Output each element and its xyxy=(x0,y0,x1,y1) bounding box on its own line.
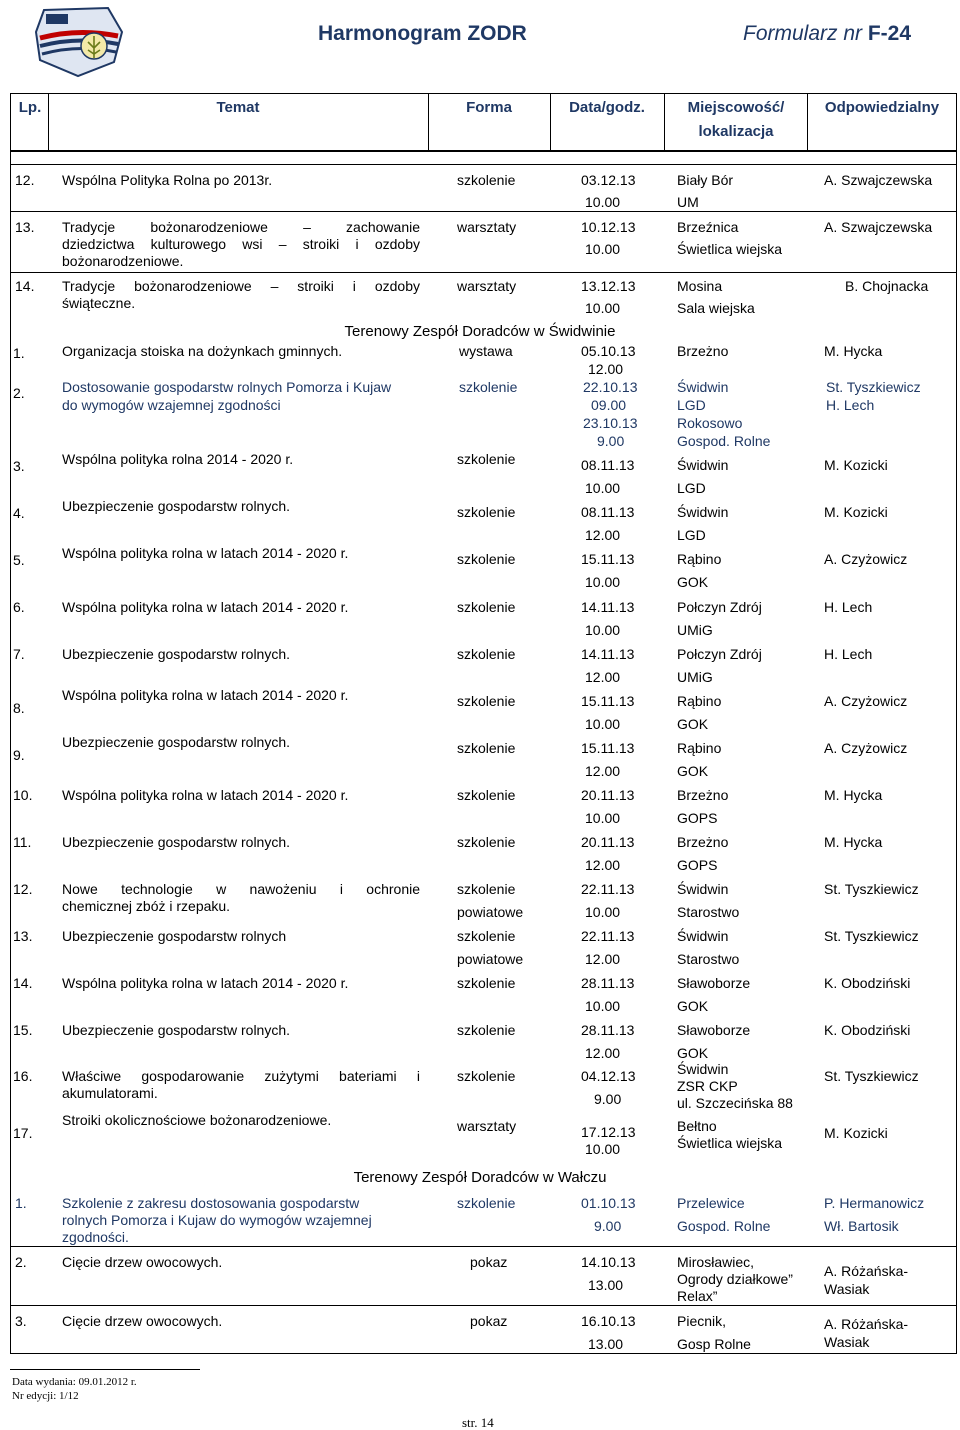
row-form: szkolenie xyxy=(457,504,516,520)
row-form: szkolenie xyxy=(457,928,516,944)
row-date: 10.12.13 xyxy=(581,219,636,235)
row-topic: akumulatorami. xyxy=(62,1085,158,1101)
col-miejscowosc: Miejscowość/ xyxy=(687,99,785,116)
row-topic: Cięcie drzew owocowych. xyxy=(62,1254,223,1270)
row-time: 10.00 xyxy=(585,810,621,826)
row-lp: 5. xyxy=(13,552,25,568)
row-time: 12.00 xyxy=(585,527,621,543)
row-responsible: P. Hermanowicz xyxy=(824,1195,925,1211)
row-responsible: M. Hycka xyxy=(824,834,883,850)
row-location: GOK xyxy=(677,1045,709,1061)
row-place: Brzeżno xyxy=(677,787,729,803)
row-location: GOK xyxy=(677,574,709,590)
row-topic: bożonarodzeniowe. xyxy=(62,253,184,269)
row-place: Świdwin xyxy=(677,457,729,473)
row-responsible: St. Tyszkiewicz xyxy=(826,379,921,395)
row-topic: Organizacja stoiska na dożynkach gminnych. xyxy=(62,343,343,359)
row-responsible: Wł. Bartosik xyxy=(824,1218,899,1234)
row-lp: 2. xyxy=(13,385,25,401)
row-lp: 1. xyxy=(13,345,25,361)
row-place: Połczyn Zdrój xyxy=(677,646,762,662)
row-topic: Dostosowanie gospodarstw rolnych Pomorza i Kujaw xyxy=(62,379,392,395)
row-place: Mosina xyxy=(677,278,723,294)
row-responsible: H. Lech xyxy=(824,599,873,615)
row-responsible: St. Tyszkiewicz xyxy=(824,928,919,944)
row-time: 9.00 xyxy=(594,1091,622,1107)
row-time: 10.00 xyxy=(585,998,621,1014)
row-place: Rokosowo xyxy=(677,415,743,431)
row-lp: 12. xyxy=(15,172,35,188)
row-date: 20.11.13 xyxy=(581,787,635,803)
row-lp: 3. xyxy=(15,1313,27,1329)
row-location: GOPS xyxy=(677,857,718,873)
col-lokalizacja: lokalizacja xyxy=(698,123,774,140)
row-date: 15.11.13 xyxy=(581,693,635,709)
form-code: F-24 xyxy=(867,22,912,45)
row-topic: Ubezpieczenie gospodarstw rolnych. xyxy=(62,498,291,514)
row-date: 28.11.13 xyxy=(581,975,635,991)
row-location: LGD xyxy=(677,527,706,543)
row-location: LGD xyxy=(677,480,706,496)
row-time: 10.00 xyxy=(585,480,621,496)
row-responsible: A. Szwajczewska xyxy=(824,219,933,235)
row-date: 22.11.13 xyxy=(581,881,635,897)
row-location: Ogrody działkowe” xyxy=(677,1271,793,1287)
row-responsible: St. Tyszkiewicz xyxy=(824,1068,919,1084)
row-lp: 17. xyxy=(13,1125,33,1141)
footer-rule xyxy=(10,1369,200,1370)
row-time: 13.00 xyxy=(588,1336,624,1352)
row-form: pokaz xyxy=(470,1313,508,1329)
header-divider xyxy=(10,164,957,165)
row-time: 10.00 xyxy=(585,1141,621,1157)
row-time: 10.00 xyxy=(585,194,621,210)
col-lp: Lp. xyxy=(18,99,42,116)
row-lp: 15. xyxy=(13,1022,33,1038)
row-topic: Właściwe gospodarowanie zużytymi bateriami i xyxy=(62,1068,420,1084)
row-responsible: M. Hycka xyxy=(824,343,883,359)
row-form: pokaz xyxy=(470,1254,508,1270)
row-lp: 7. xyxy=(13,646,25,662)
row-date: 15.11.13 xyxy=(581,551,635,567)
row-lp: 8. xyxy=(13,700,25,716)
row-topic: Wspólna Polityka Rolna po 2013r. xyxy=(62,172,273,188)
row-location: ZSR CKP xyxy=(677,1078,738,1094)
row-responsible: K. Obodziński xyxy=(824,1022,911,1038)
row-responsible: St. Tyszkiewicz xyxy=(824,881,919,897)
row-place: Świdwin xyxy=(677,504,729,520)
row-topic: Tradycje bożonarodzeniowe – zachowanie xyxy=(62,219,420,235)
row-form: szkolenie xyxy=(457,551,516,567)
row-location: Świetlica wiejska xyxy=(677,1135,783,1151)
row-date: 16.10.13 xyxy=(581,1313,636,1329)
row-date: 14.10.13 xyxy=(581,1254,636,1270)
row-responsible: A. Szwajczewska xyxy=(824,172,933,188)
row-form: szkolenie xyxy=(457,787,516,803)
row-place: Świdwin xyxy=(677,928,729,944)
row-lp: 10. xyxy=(13,787,33,803)
row-place: Bełtno xyxy=(677,1118,717,1134)
row-date: 23.10.13 xyxy=(583,415,638,431)
row-time: 12.00 xyxy=(585,669,621,685)
row-time: 9.00 xyxy=(594,1218,622,1234)
row-responsible: M. Hycka xyxy=(824,787,883,803)
row-time: 12.00 xyxy=(588,361,624,377)
row-topic: chemicznej zbóż i rzepaku. xyxy=(62,898,231,914)
row-time: 12.00 xyxy=(585,1045,621,1061)
row-form: szkolenie xyxy=(457,740,516,756)
row-form: szkolenie xyxy=(457,834,516,850)
col-forma: Forma xyxy=(466,99,512,116)
row-responsible: Wasiak xyxy=(824,1281,870,1297)
odr-logo xyxy=(30,2,130,80)
page-number: str. 14 xyxy=(462,1415,494,1430)
row-lp: 13. xyxy=(15,219,35,235)
row-location: UMiG xyxy=(677,669,713,685)
row-lp: 14. xyxy=(13,975,33,991)
row-place: Sławoborze xyxy=(677,1022,751,1038)
row-place: Rąbino xyxy=(677,551,722,567)
row-date: 03.12.13 xyxy=(581,172,636,188)
row-topic: Ubezpieczenie gospodarstw rolnych. xyxy=(62,646,291,662)
row-date: 14.11.13 xyxy=(581,646,635,662)
row-date: 28.11.13 xyxy=(581,1022,635,1038)
row-place: Sławoborze xyxy=(677,975,751,991)
row-date: 15.11.13 xyxy=(581,740,635,756)
row-location: Starostwo xyxy=(677,904,740,920)
row-time: 10.00 xyxy=(585,622,621,638)
row-responsible: A. Czyżowicz xyxy=(824,693,908,709)
row-time: 10.00 xyxy=(585,574,621,590)
edition-number: Nr edycji: 1/12 xyxy=(12,1390,79,1402)
row-date: 05.10.13 xyxy=(581,343,636,359)
row-lp: 16. xyxy=(13,1068,33,1084)
column-divider xyxy=(807,93,808,152)
row-responsible: Wasiak xyxy=(824,1334,870,1350)
row-lp: 2. xyxy=(15,1254,27,1270)
row-topic: Wspólna polityka rolna w latach 2014 - 2020 r. xyxy=(62,687,349,703)
row-place: Rąbino xyxy=(677,693,722,709)
row-topic: Ubezpieczenie gospodarstw rolnych. xyxy=(62,834,291,850)
row-form: powiatowe xyxy=(457,904,524,920)
row-responsible: B. Chojnacka xyxy=(845,278,929,294)
row-topic: Wspólna polityka rolna 2014 - 2020 r. xyxy=(62,451,294,467)
row-responsible: M. Kozicki xyxy=(824,504,888,520)
row-topic: Stroiki okolicznościowe bożonarodzeniowe. xyxy=(62,1112,332,1128)
row-location: LGD xyxy=(677,397,706,413)
row-place: Przelewice xyxy=(677,1195,745,1211)
row-topic: Szkolenie z zakresu dostosowania gospodarstw xyxy=(62,1195,360,1211)
row-lp: 6. xyxy=(13,599,25,615)
row-lp: 9. xyxy=(13,747,25,763)
row-form: szkolenie xyxy=(457,881,516,897)
row-date: 08.11.13 xyxy=(581,457,635,473)
row-responsible: A. Różańska- xyxy=(824,1263,909,1279)
row-divider xyxy=(10,211,957,212)
row-time: 12.00 xyxy=(585,763,621,779)
row-responsible: H. Lech xyxy=(824,646,873,662)
row-location: Gosp Rolne xyxy=(677,1336,751,1352)
row-date: 20.11.13 xyxy=(581,834,635,850)
row-form: wystawa xyxy=(459,343,513,359)
row-responsible: A. Różańska- xyxy=(824,1316,909,1332)
row-lp: 14. xyxy=(15,278,35,294)
row-form: szkolenie xyxy=(457,646,516,662)
column-divider xyxy=(48,93,49,152)
row-topic: Ubezpieczenie gospodarstw rolnych. xyxy=(62,1022,291,1038)
row-form: szkolenie xyxy=(457,1195,516,1211)
row-place: Piecnik, xyxy=(677,1313,727,1329)
row-responsible: K. Obodziński xyxy=(824,975,911,991)
row-responsible: M. Kozicki xyxy=(824,1125,888,1141)
row-time: 10.00 xyxy=(585,241,621,257)
column-divider xyxy=(428,93,429,152)
row-location: UMiG xyxy=(677,622,713,638)
section-heading-walcz: Terenowy Zespół Doradców w Wałczu xyxy=(353,1169,607,1186)
row-topic: zgodności. xyxy=(62,1229,129,1245)
row-date: 01.10.13 xyxy=(581,1195,636,1211)
row-topic: Ubezpieczenie gospodarstw rolnych. xyxy=(62,734,291,750)
row-date: 13.12.13 xyxy=(581,278,636,294)
row-form: szkolenie xyxy=(457,1022,516,1038)
row-responsible: M. Kozicki xyxy=(824,457,888,473)
row-time: 10.00 xyxy=(585,716,621,732)
row-form: szkolenie xyxy=(459,379,518,395)
row-place: Brzeżno xyxy=(677,834,729,850)
row-time: 9.00 xyxy=(597,433,625,449)
row-place: Brzeżno xyxy=(677,343,729,359)
row-date: 08.11.13 xyxy=(581,504,635,520)
row-topic: Wspólna polityka rolna w latach 2014 - 2020 r. xyxy=(62,975,349,991)
document-title: Harmonogram ZODR xyxy=(318,22,527,45)
row-location: GOK xyxy=(677,998,709,1014)
row-date: 04.12.13 xyxy=(581,1068,636,1084)
row-location: Gospod. Rolne xyxy=(677,433,771,449)
col-data: Data/godz. xyxy=(569,99,645,116)
row-form: szkolenie xyxy=(457,693,516,709)
row-time: 09.00 xyxy=(591,397,627,413)
row-form: powiatowe xyxy=(457,951,524,967)
row-time: 12.00 xyxy=(585,951,621,967)
row-place: Połczyn Zdrój xyxy=(677,599,762,615)
header-divider xyxy=(10,150,957,152)
row-place: Rąbino xyxy=(677,740,722,756)
row-topic: Tradycje bożonarodzeniowe – stroiki i ozdoby xyxy=(62,278,420,294)
row-lp: 11. xyxy=(13,834,32,850)
row-form: szkolenie xyxy=(457,599,516,615)
row-lp: 3. xyxy=(13,458,25,474)
row-date: 17.12.13 xyxy=(581,1124,636,1140)
row-place: Biały Bór xyxy=(677,172,734,188)
row-location: Sala wiejska xyxy=(677,300,755,316)
row-topic: Wspólna polityka rolna w latach 2014 - 2020 r. xyxy=(62,599,349,615)
row-topic: dziedzictwa kulturowego wsi – stroiki i ozdoby xyxy=(62,236,420,252)
row-form: warsztaty xyxy=(457,219,517,235)
row-place: Świdwin xyxy=(677,379,729,395)
row-responsible: A. Czyżowicz xyxy=(824,551,908,567)
row-time: 10.00 xyxy=(585,300,621,316)
row-divider xyxy=(10,272,957,273)
row-place: Świdwin xyxy=(677,881,729,897)
form-number xyxy=(743,22,911,46)
row-location: Starostwo xyxy=(677,951,740,967)
row-lp: 13. xyxy=(13,928,33,944)
row-lp: 12. xyxy=(13,881,33,897)
row-location: Świetlica wiejska xyxy=(677,241,783,257)
row-location: UM xyxy=(677,194,699,210)
form-prefix: Formularz nr xyxy=(743,22,868,45)
row-date: 14.11.13 xyxy=(581,599,635,615)
row-form: warsztaty xyxy=(457,1118,517,1134)
row-location: GOK xyxy=(677,716,709,732)
row-form: szkolenie xyxy=(457,1068,516,1084)
row-topic: Wspólna polityka rolna w latach 2014 - 2020 r. xyxy=(62,787,349,803)
column-divider xyxy=(550,93,551,152)
row-divider xyxy=(10,1246,957,1247)
row-form: warsztaty xyxy=(457,278,517,294)
row-topic: Cięcie drzew owocowych. xyxy=(62,1313,223,1329)
row-location: Gospod. Rolne xyxy=(677,1218,771,1234)
row-topic: do wymogów wzajemnej zgodności xyxy=(62,397,281,413)
row-location: Relax” xyxy=(677,1288,718,1304)
col-temat: Temat xyxy=(216,99,260,116)
row-topic: Wspólna polityka rolna w latach 2014 - 2020 r. xyxy=(62,545,349,561)
row-place: Mirosławiec, xyxy=(677,1254,755,1270)
col-odpowiedzialny: Odpowiedzialny xyxy=(824,99,940,116)
row-topic: Ubezpieczenie gospodarstw rolnych xyxy=(62,928,287,944)
row-place: Brzeźnica xyxy=(677,219,739,235)
row-location: GOK xyxy=(677,763,709,779)
row-place: Świdwin xyxy=(677,1061,729,1077)
section-heading-swidwin: Terenowy Zespół Doradców w Świdwinie xyxy=(344,323,616,340)
row-lp: 4. xyxy=(13,505,25,521)
row-form: szkolenie xyxy=(457,172,516,188)
row-divider xyxy=(10,1305,957,1306)
row-topic: świąteczne. xyxy=(62,295,136,311)
row-time: 10.00 xyxy=(585,904,621,920)
row-topic: rolnych Pomorza i Kujaw do wymogów wzajemnej xyxy=(62,1212,372,1228)
row-lp: 1. xyxy=(15,1195,27,1211)
row-responsible: A. Czyżowicz xyxy=(824,740,908,756)
issue-date: Data wydania: 09.01.2012 r. xyxy=(12,1376,137,1388)
row-date: 22.10.13 xyxy=(583,379,638,395)
row-time: 13.00 xyxy=(588,1277,624,1293)
row-time: 12.00 xyxy=(585,857,621,873)
column-divider xyxy=(664,93,665,152)
row-form: szkolenie xyxy=(457,451,516,467)
row-date: 22.11.13 xyxy=(581,928,635,944)
row-location: ul. Szczecińska 88 xyxy=(677,1095,793,1111)
row-location: GOPS xyxy=(677,810,718,826)
row-topic: Nowe technologie w nawożeniu i ochronie xyxy=(62,881,420,897)
row-responsible: H. Lech xyxy=(826,397,875,413)
row-form: szkolenie xyxy=(457,975,516,991)
